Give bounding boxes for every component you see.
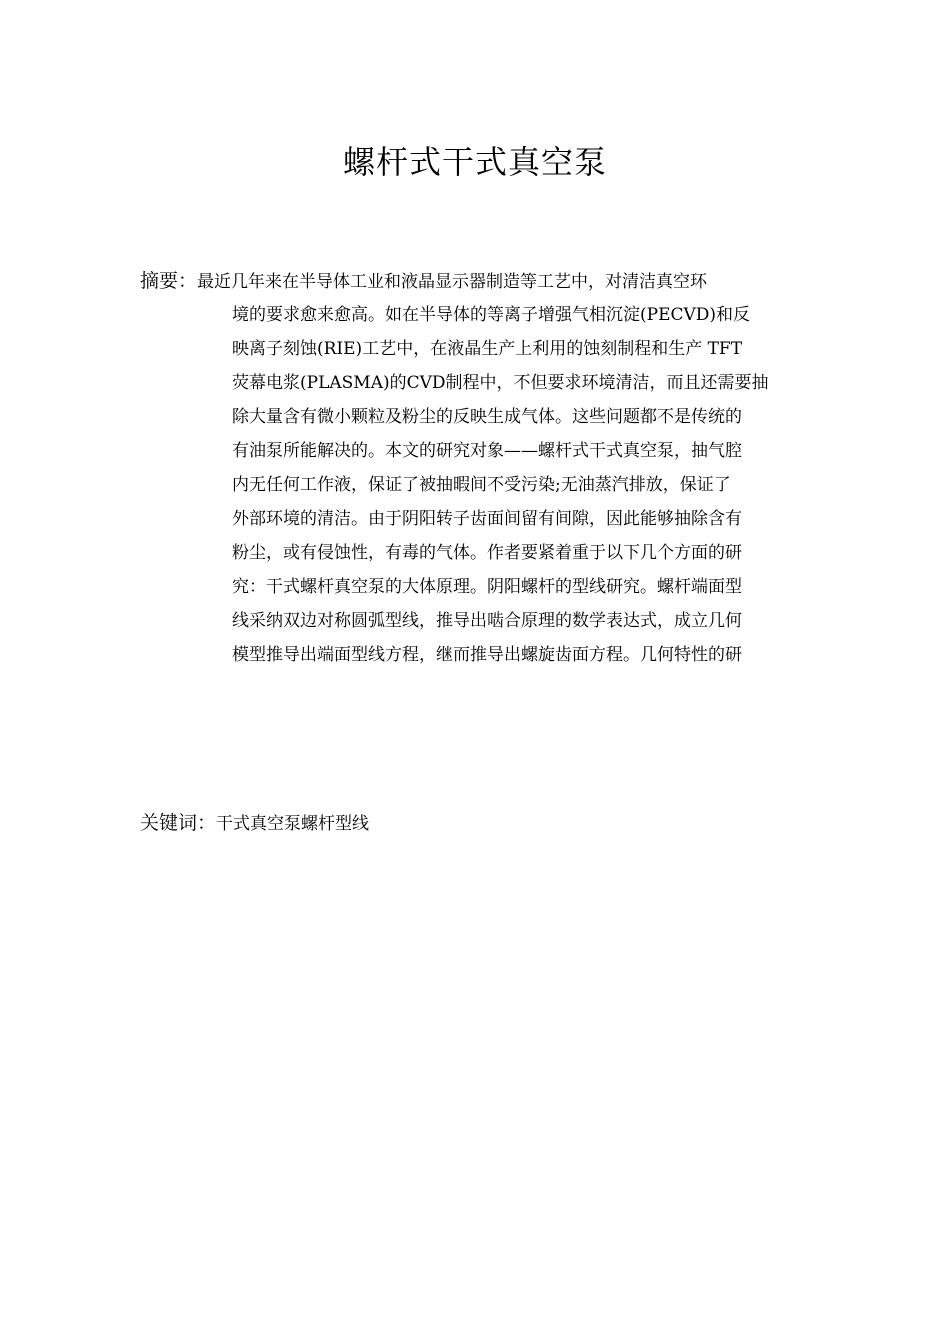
abstract-section bbox=[140, 264, 815, 672]
abstract-text-line: 除大量含有微小颗粒及粉尘的反映生成气体。这些问题都不是传统的 bbox=[232, 407, 742, 427]
abstract-text-line: 映离子刻蚀(RIE)工艺中，在液晶生产上利用的蚀刻制程和生产 TFT bbox=[232, 339, 743, 359]
abstract-text-line: 粉尘，或有侵蚀性，有毒的气体。作者要紧着重于以下几个方面的研 bbox=[232, 543, 742, 563]
keywords-label: 关键词： bbox=[140, 812, 217, 834]
abstract-text-line: 最近几年来在半导体工业和液晶显示器制造等工艺中，对清洁真空环 bbox=[197, 272, 708, 292]
abstract-body bbox=[232, 298, 812, 672]
abstract-text-line: 荧幕电浆(PLASMA)的CVD制程中，不但要求环境清洁，而且还需要抽 bbox=[232, 373, 769, 393]
abstract-text-line: 境的要求愈来愈高。如在半导体的等离子增强气相沉淀(PECVD)和反 bbox=[232, 305, 751, 325]
abstract-text-line: 究：干式螺杆真空泵的大体原理。阴阳螺杆的型线研究。螺杆端面型 bbox=[232, 577, 742, 597]
keywords-section bbox=[140, 806, 369, 840]
abstract-text-line: 外部环境的清洁。由于阴阳转子齿面间留有间隙，因此能够抽除含有 bbox=[232, 509, 742, 529]
document-title: 螺杆式干式真空泵 bbox=[342, 143, 607, 181]
abstract-label: 摘要： bbox=[140, 270, 198, 292]
abstract-text-line: 内无任何工作液，保证了被抽暇间不受污染;无油蒸汽排放，保证了 bbox=[232, 475, 731, 495]
abstract-text-line: 有油泵所能解决的。本文的研究对象——螺杆式干式真空泵，抽气腔 bbox=[232, 441, 742, 461]
abstract-text-line: 线采纳双边对称圆弧型线，推导出啮合原理的数学表达式，成立几何 bbox=[232, 611, 742, 631]
abstract-first-line bbox=[140, 264, 815, 298]
keywords-value: 干式真空泵螺杆型线 bbox=[216, 814, 370, 834]
abstract-text-line: 模型推导出端面型线方程，继而推导出螺旋齿面方程。几何特性的研 bbox=[232, 645, 742, 665]
